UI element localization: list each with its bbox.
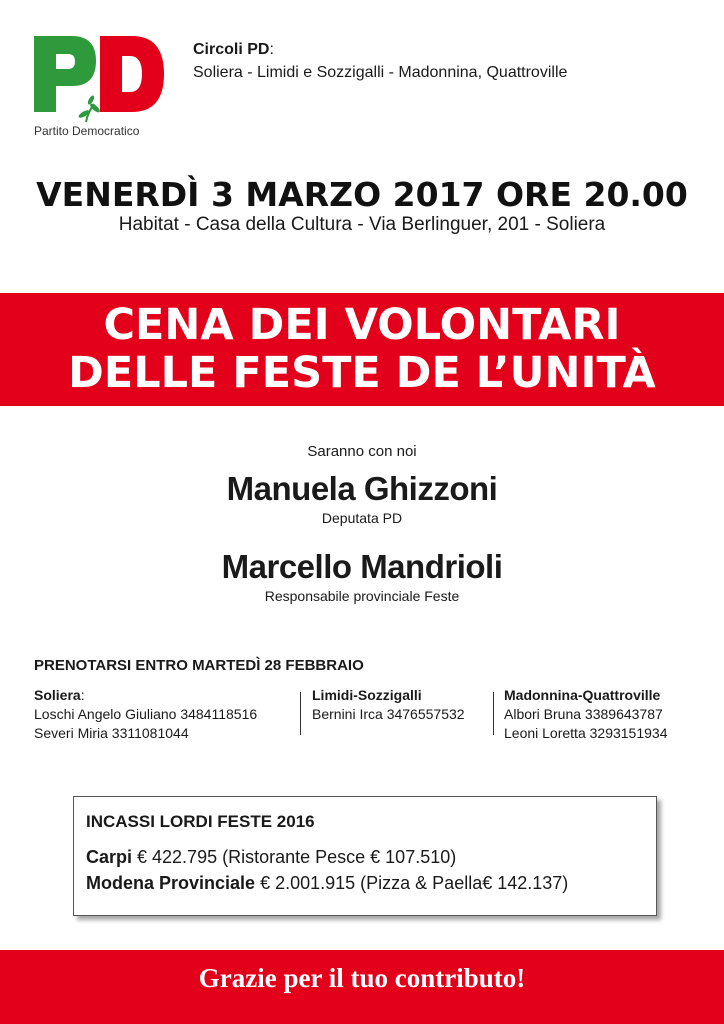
- contact-entry: Severi Miria 3311081044: [34, 725, 189, 741]
- income-box: [73, 796, 657, 916]
- contact-group-suffix: :: [80, 687, 85, 703]
- logo-caption: Partito Democratico: [34, 124, 140, 138]
- income-row-modena: [86, 873, 568, 894]
- contact-entry: Albori Bruna 3389643787: [504, 706, 663, 722]
- circoli-list: Soliera - Limidi e Sozzigalli - Madonnina, Quattroville: [193, 64, 568, 81]
- headline-band: [0, 293, 724, 406]
- footer-band: [0, 950, 724, 1024]
- income-row-carpi: [86, 847, 456, 868]
- income-value: € 2.001.915 (Pizza & Paella€ 142.137): [255, 873, 569, 893]
- pd-logo-mark: [34, 34, 169, 124]
- speaker-role: Responsabile provinciale Feste: [264, 588, 460, 604]
- contact-group-limidi: [312, 686, 465, 724]
- circoli-block: [193, 38, 567, 84]
- event-venue: Habitat - Casa della Cultura - Via Berlinguer, 201 - Soliera: [118, 214, 606, 235]
- booking-title: PRENOTARSI ENTRO MARTEDÌ 28 FEBBRAIO: [34, 657, 364, 674]
- headline-line-1: CENA DEI VOLONTARI: [103, 300, 621, 350]
- contact-group-name: Limidi-Sozzigalli: [312, 687, 422, 703]
- headline-line-2: DELLE FESTE DE L’UNITÀ: [68, 348, 656, 398]
- column-divider: [493, 692, 494, 735]
- footer-thanks: Grazie per il tuo contributo!: [198, 963, 526, 993]
- contact-entry: Loschi Angelo Giuliano 3484118516: [34, 706, 258, 722]
- contact-group-name: Madonnina-Quattroville: [504, 687, 661, 703]
- contact-group-soliera: [34, 686, 257, 743]
- pd-logo: [34, 34, 169, 142]
- circoli-colon: :: [269, 41, 274, 58]
- contact-group-madonnina: [504, 686, 667, 743]
- column-divider: [300, 692, 301, 735]
- income-value: € 422.795 (Ristorante Pesce € 107.510): [132, 847, 457, 867]
- contact-entry: Leoni Loretta 3293151934: [504, 725, 668, 741]
- income-title: INCASSI LORDI FESTE 2016: [86, 812, 315, 831]
- contact-entry: Bernini Irca 3476557532: [312, 706, 465, 722]
- event-date-time: VENERDÌ 3 MARZO 2017 ORE 20.00: [36, 175, 688, 214]
- guests-intro: Saranno con noi: [307, 443, 417, 460]
- income-label: Modena Provinciale: [86, 873, 256, 893]
- speaker-role: Deputata PD: [321, 510, 403, 526]
- speaker-name: Manuela Ghizzoni: [226, 470, 498, 507]
- circoli-label: Circoli PD: [193, 41, 270, 58]
- speaker-name: Marcello Mandrioli: [221, 548, 503, 585]
- income-label: Carpi: [86, 847, 133, 867]
- contact-group-name: Soliera: [34, 687, 81, 703]
